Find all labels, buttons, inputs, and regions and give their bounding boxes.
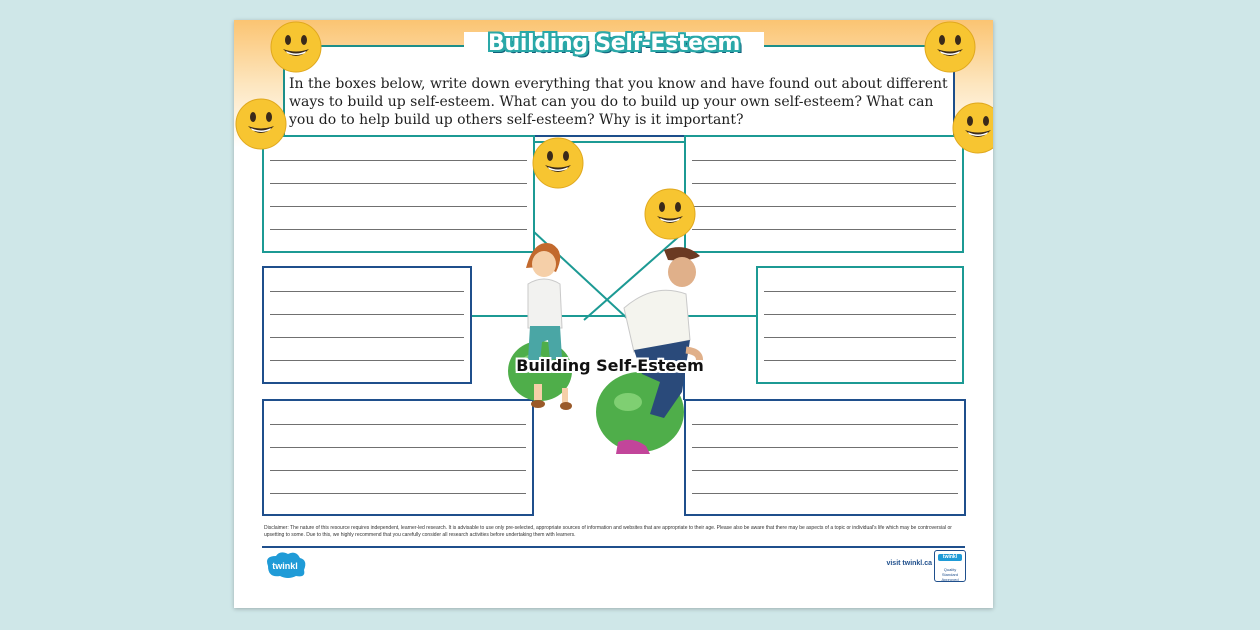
twinkl-logo-text: twinkl bbox=[272, 561, 298, 571]
visit-website-link[interactable]: visit twinkl.ca bbox=[886, 560, 932, 567]
footer-divider bbox=[262, 546, 965, 548]
smiley-face-icon bbox=[952, 102, 993, 154]
writing-box-top-left[interactable] bbox=[262, 135, 535, 253]
twinkl-logo[interactable] bbox=[262, 550, 308, 580]
intro-text: In the boxes below, write down everything that you know and have found out about different ways to build up self-esteem. What can you do to build up your own self-esteem? What can you do to help build up others self-esteem? Why is it important? bbox=[289, 76, 948, 128]
quality-badge-icon bbox=[934, 550, 966, 582]
writing-box-bottom-left[interactable] bbox=[262, 399, 534, 516]
smiley-face-icon bbox=[924, 21, 976, 73]
badge-title: twinkl bbox=[938, 554, 962, 561]
smiley-face-icon bbox=[644, 188, 696, 240]
worksheet-page bbox=[234, 20, 993, 608]
smiley-face-icon bbox=[270, 21, 322, 73]
boy-space-hopper-illustration bbox=[594, 242, 714, 460]
smiley-face-icon bbox=[532, 137, 584, 189]
writing-box-bottom-right[interactable] bbox=[684, 399, 966, 516]
smiley-face-icon bbox=[235, 98, 287, 150]
badge-caption: Quality Standard Approved bbox=[941, 567, 959, 582]
worksheet-title: Building Self-Esteem bbox=[488, 31, 740, 56]
center-label: Building Self-Esteem bbox=[516, 356, 704, 375]
writing-box-middle-right[interactable] bbox=[756, 266, 964, 384]
disclaimer-text: Disclaimer: The nature of this resource requires independent, learner-led research. It is advisable to use only pre-selected, appropriate sources of information and websites that are appropriate to their age. Please also be aware that there may be aspects of a topic or individual's life which may be controversial or upsetting to some. Due to this, we highly recommend that you carefully consider all research activities before undertaking them with learners. bbox=[264, 525, 952, 538]
writing-box-middle-left[interactable] bbox=[262, 266, 472, 384]
writing-box-top-right[interactable] bbox=[684, 135, 964, 253]
girl-space-hopper-illustration bbox=[504, 236, 584, 416]
